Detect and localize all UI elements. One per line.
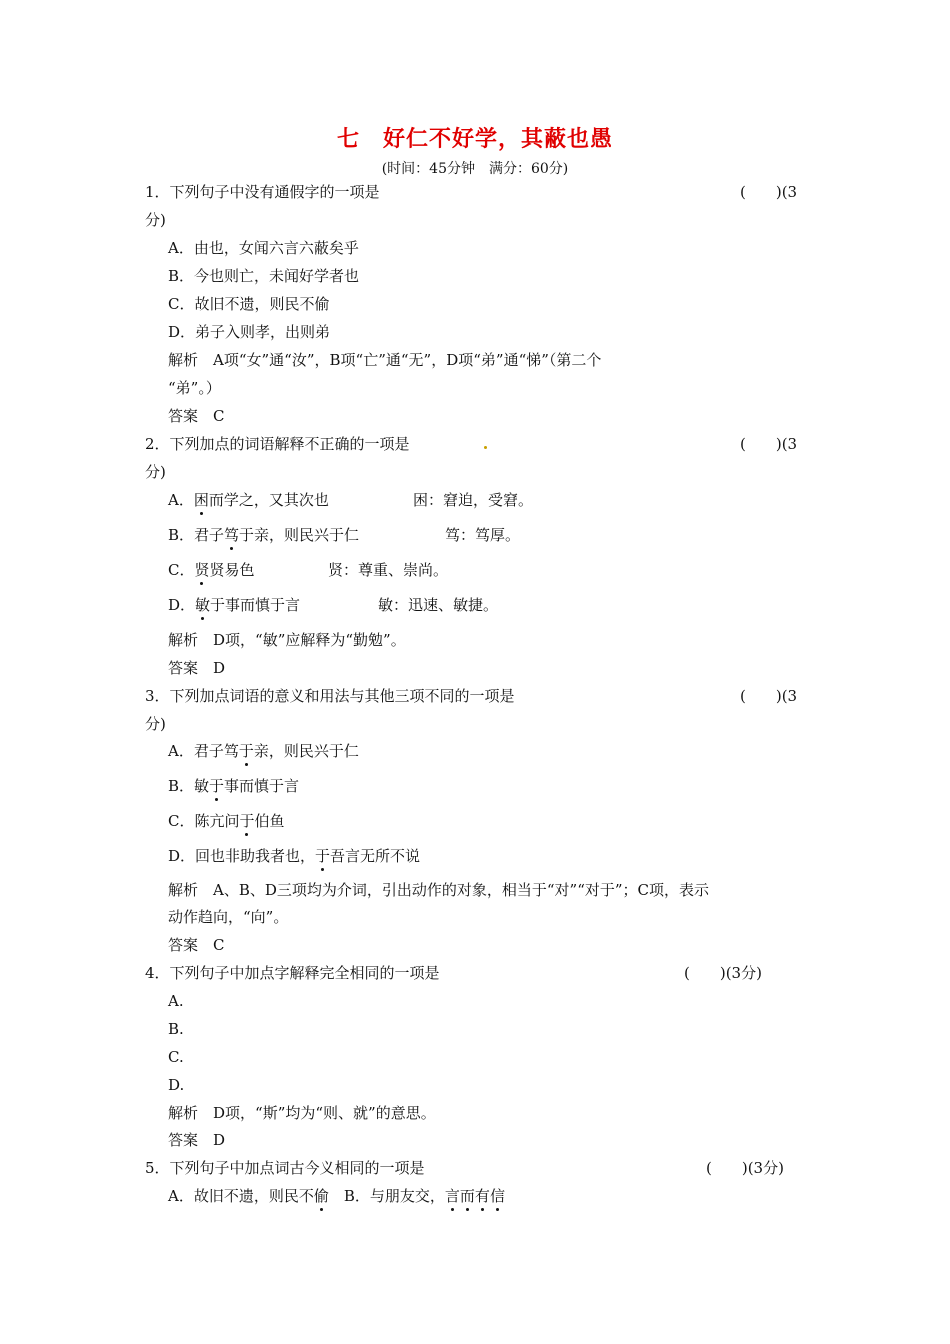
question-1-score-tail: 分) [145, 211, 166, 229]
question-2-option-b-gloss: 笃：笃厚。 [445, 526, 521, 544]
question-1-option-a: A．由也，女闻六言六蔽矣乎 [168, 239, 359, 257]
dotted-word: 信 [489, 1187, 505, 1205]
question-5-stem: 5．下列句子中加点词古今义相同的一项是 [145, 1159, 425, 1177]
question-1-option-b: B．今也则亡，未闻好学者也 [168, 267, 360, 285]
question-1-score: ( )(3 [740, 183, 798, 201]
question-3-analysis-cont: 动作趋向，“向”。 [168, 908, 289, 926]
question-5-score: ( )(3分) [706, 1159, 784, 1177]
question-1-option-c: C．故旧不遗，则民不偷 [168, 295, 330, 313]
question-4-analysis: 解析 D项，“斯”均为“则、就”的意思。 [168, 1104, 436, 1122]
question-4-stem: 4．下列句子中加点字解释完全相同的一项是 [145, 964, 440, 982]
question-2-option-d-gloss: 敏：迅速、敏捷。 [378, 596, 499, 614]
question-2-option-a-gloss: 困：窘迫，受窘。 [413, 491, 534, 509]
question-4-option-a: A. [168, 992, 184, 1010]
question-2-score: ( )(3 [740, 435, 798, 453]
question-3-score: ( )(3 [740, 687, 798, 705]
question-1-stem: 1．下列句子中没有通假字的一项是 [145, 183, 380, 201]
question-3-option-d: D．回也非助我者也，于吾言无所不说 [168, 847, 421, 865]
question-3-answer: 答案 C [168, 936, 225, 954]
question-3-option-a: A．君子笃于亲，则民兴于仁 [168, 742, 359, 760]
dotted-word: 于 [209, 777, 225, 795]
stray-mark [484, 446, 487, 449]
page-subtitle: (时间：45分钟 满分：60分) [381, 161, 569, 177]
question-4-answer: 答案 D [168, 1131, 226, 1149]
page-title: 七 好仁不好学，其蔽也愚 [336, 127, 613, 152]
dotted-word: 贤 [194, 561, 210, 579]
dotted-word: 于 [315, 847, 331, 865]
question-4-option-d: D. [168, 1076, 185, 1094]
question-3-stem: 3．下列加点词语的意义和用法与其他三项不同的一项是 [145, 687, 515, 705]
question-2-stem: 2．下列加点的词语解释不正确的一项是 [145, 435, 410, 453]
question-3-analysis: 解析 A、B、D三项均为介词，引出动作的对象，相当于“对”“对于”；C项，表示 [168, 881, 710, 899]
question-2-analysis: 解析 D项，“敏”应解释为“勤勉”。 [168, 631, 406, 649]
dotted-word: 言 [444, 1187, 460, 1205]
question-3-option-b: B．敏于事而慎于言 [168, 777, 300, 795]
dotted-word: 笃 [224, 526, 240, 544]
question-2-option-b: B．君子笃于亲，则民兴于仁 [168, 526, 360, 544]
dotted-word: 偷 [313, 1187, 329, 1205]
question-5-options: A．故旧不遗，则民不偷 B．与朋友交，言而有信 [168, 1187, 505, 1205]
question-2-answer: 答案 D [168, 659, 226, 677]
question-4-option-b: B. [168, 1020, 184, 1038]
dotted-word: 而 [459, 1187, 475, 1205]
question-1-option-d: D．弟子入则孝，出则弟 [168, 323, 331, 341]
question-3-score-tail: 分) [145, 715, 166, 733]
question-4-option-c: C. [168, 1048, 184, 1066]
question-2-option-d: D．敏于事而慎于言 [168, 596, 301, 614]
question-1-analysis-cont: “弟”。） [168, 379, 221, 397]
question-2-score-tail: 分) [145, 463, 166, 481]
question-4-score: ( )(3分) [684, 964, 762, 982]
question-1-analysis: 解析 A项“女”通“汝”，B项“亡”通“无”，D项“弟”通“悌”（第二个 [168, 351, 602, 369]
question-2-option-c: C．贤贤易色 [168, 561, 255, 579]
dotted-word: 敏 [195, 596, 211, 614]
question-2-option-a: A．困而学之，又其次也 [168, 491, 329, 509]
dotted-word: 于 [238, 742, 254, 760]
question-3-option-c: C．陈亢问于伯鱼 [168, 812, 285, 830]
question-2-option-c-gloss: 贤：尊重、崇尚。 [328, 561, 449, 579]
dotted-word: 于 [239, 812, 255, 830]
dotted-word: 有 [474, 1187, 490, 1205]
dotted-word: 困 [193, 491, 209, 509]
question-1-answer: 答案 C [168, 407, 225, 425]
